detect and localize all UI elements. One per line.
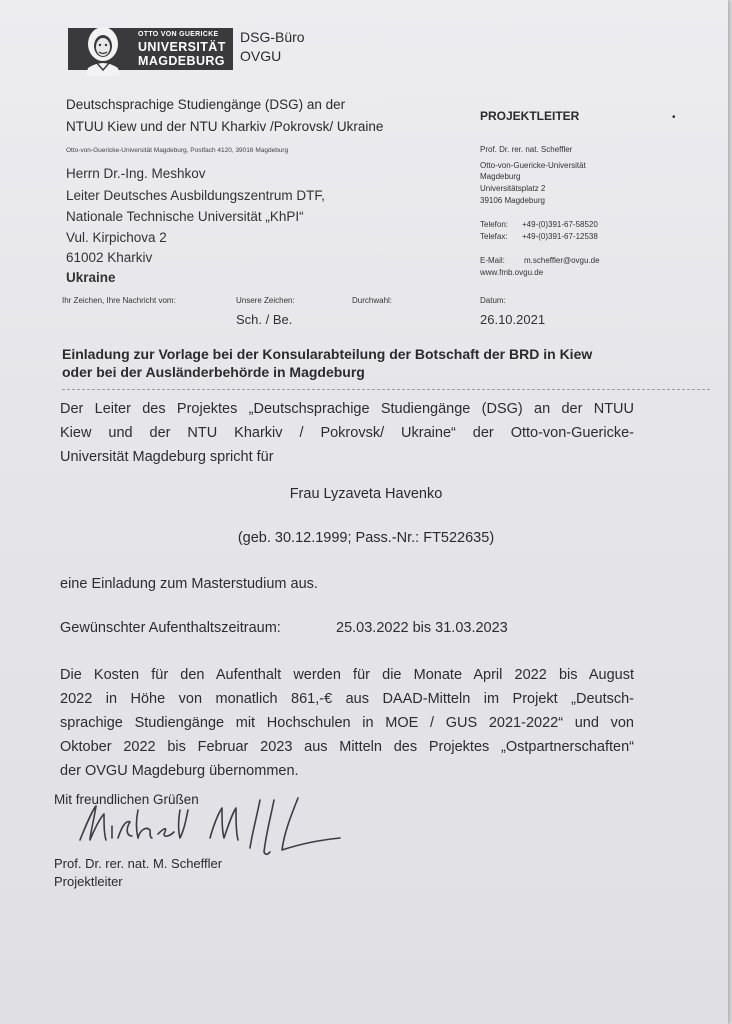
stay-period-label: Gewünschter Aufenthaltszeitraum:	[60, 620, 281, 636]
unit-name-line2: OVGU	[240, 48, 282, 64]
unit-name-line1: DSG-Büro	[240, 29, 305, 45]
letter-date: 26.10.2021	[480, 312, 546, 327]
costs-line: sprachige Studiengänge mit Hochschulen in MOE / GUS 2021-2022“ und von	[60, 715, 634, 731]
recipient-line: Vul. Kirpichova 2	[66, 230, 167, 245]
projektleiter-address-line: 39106 Magdeburg	[480, 196, 545, 205]
telefax-label: Telefax:	[480, 232, 508, 241]
intro-line: Der Leiter des Projektes „Deutschsprachige Studiengänge (DSG) an der NTUU	[60, 401, 634, 417]
projektleiter-address-line: Universitätsplatz 2	[480, 184, 546, 193]
subject-line1: Einladung zur Vorlage bei der Konsularabteilung der Botschaft der BRD in Kiew	[62, 346, 593, 362]
costs-line: 2022 in Höhe von monatlich 861,-€ aus DAAD-Mitteln im Projekt „Deutsch-	[60, 691, 634, 707]
costs-paragraph	[60, 663, 634, 783]
intro-paragraph	[60, 397, 634, 469]
telefax-number: +49-(0)391-67-12538	[522, 232, 598, 241]
invitation-statement: eine Einladung zum Masterstudium aus.	[60, 576, 318, 592]
telefon-number: +49-(0)391-67-58520	[522, 220, 598, 229]
costs-line: Die Kosten für den Aufenthalt werden für die Monate April 2022 bis August	[60, 667, 634, 683]
costs-line: der OVGU Magdeburg übernommen.	[60, 763, 299, 779]
closing-greeting: Mit freundlichen Grüßen	[54, 792, 199, 807]
datum-label: Datum:	[480, 296, 506, 305]
unsere-zeichen-value: Sch. / Be.	[236, 312, 293, 327]
invitee-name: Frau Lyzaveta Havenko	[289, 486, 443, 502]
subject-divider	[62, 389, 710, 390]
recipient-line: Leiter Deutsches Ausbildungszentrum DTF,	[66, 188, 325, 203]
signatory-role: Projektleiter	[54, 874, 123, 889]
letterhead-title-line1: Deutschsprachige Studiengänge (DSG) an der	[66, 97, 346, 112]
telefon-label: Telefon:	[480, 220, 509, 229]
projektleiter-address-line: Magdeburg	[480, 172, 521, 181]
letterhead-title-line2: NTUU Kiew und der NTU Kharkiv /Pokrovsk/ Ukraine	[66, 119, 384, 134]
signatory-name: Prof. Dr. rer. nat. M. Scheffler	[54, 856, 223, 871]
recipient-line: 61002 Kharkiv	[66, 250, 153, 265]
stay-period-value: 25.03.2022 bis 31.03.2023	[336, 620, 508, 636]
subject-line2: oder bei der Ausländerbehörde in Magdeburg	[62, 364, 365, 380]
email-label: E-Mail:	[480, 256, 505, 265]
guericke-portrait-icon	[80, 24, 126, 76]
intro-line: Kiew und der NTU Kharkiv / Pokrovsk/ Ukraine“ der Otto-von-Guericke-	[60, 425, 634, 441]
intro-line: Universität Magdeburg spricht für	[60, 449, 274, 465]
logo-text-line1: OTTO VON GUERICKE	[138, 31, 219, 38]
projektleiter-address-line: Otto-von-Guericke-Universität	[480, 161, 586, 170]
recipient-country: Ukraine	[66, 270, 116, 285]
projektleiter-heading: PROJEKTLEITER	[480, 109, 580, 123]
email-address: m.scheffler@ovgu.de	[524, 256, 600, 265]
website: www.fmb.ovgu.de	[480, 268, 544, 277]
recipient-line: Herrn Dr.-Ing. Meshkov	[66, 166, 206, 181]
invitee-birth-passport: (geb. 30.12.1999; Pass.-Nr.: FT522635)	[237, 530, 495, 546]
logo-text-line2: UNIVERSITÄT	[138, 40, 226, 54]
decorative-mark: •	[672, 112, 676, 123]
projektleiter-name: Prof. Dr. rer. nat. Scheffler	[480, 145, 573, 154]
unsere-zeichen-label: Unsere Zeichen:	[236, 296, 295, 305]
sender-return-address: Otto-von-Guericke-Universität Magdeburg, Postfach 4120, 39016 Magdeburg	[66, 147, 289, 154]
costs-line: Oktober 2022 bis Februar 2023 aus Mitteln des Projektes „Ostpartnerschaften“	[60, 739, 634, 755]
recipient-line: Nationale Technische Universität „KhPI“	[66, 209, 304, 224]
ihr-zeichen-label: Ihr Zeichen, Ihre Nachricht vom:	[62, 296, 176, 305]
logo-text-line3: MAGDEBURG	[138, 54, 225, 68]
durchwahl-label: Durchwahl:	[352, 296, 393, 305]
